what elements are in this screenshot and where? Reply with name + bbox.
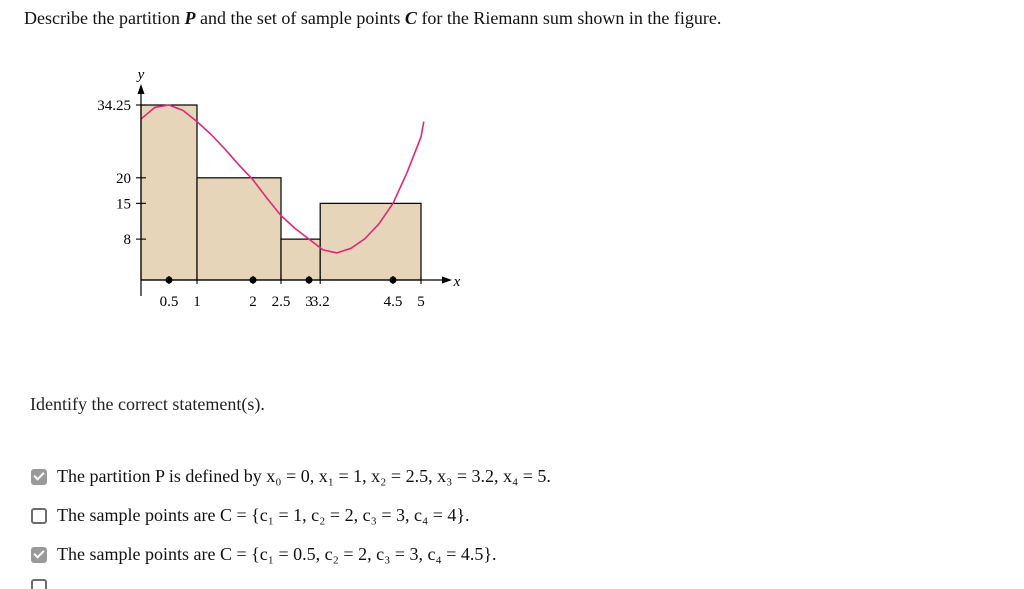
- sample-set-symbol: C: [404, 8, 417, 28]
- prompt-text: Identify the correct statement(s).: [30, 394, 265, 414]
- option-partition[interactable]: [31, 464, 551, 489]
- riemann-sum-chart: [0, 0, 470, 330]
- riemann-rectangle: [141, 105, 197, 280]
- checkbox[interactable]: [31, 508, 47, 524]
- x-axis-arrow: [442, 277, 452, 284]
- option-label: The sample points are C = {c₁ = 0.5, c₂ = 2, c₃ = 3, c₄ = 4.5}.: [57, 544, 497, 564]
- sample-point: [306, 277, 313, 284]
- y-tick-label: 20: [116, 170, 131, 187]
- y-tick-label: 15: [116, 196, 131, 213]
- sample-point: [390, 277, 397, 284]
- x-tick-label: 2: [249, 294, 257, 310]
- option-sample-points-midpoints[interactable]: [31, 542, 551, 567]
- partition-symbol: P: [184, 8, 196, 28]
- sample-point: [166, 277, 173, 284]
- y-tick-label: 8: [123, 232, 131, 249]
- riemann-rectangle: [281, 239, 320, 280]
- x-tick-label: 3.2: [310, 294, 330, 310]
- x-axis-label: x: [453, 274, 461, 290]
- checkbox[interactable]: [31, 547, 47, 563]
- y-axis-arrow: [138, 84, 145, 94]
- checkbox[interactable]: [31, 469, 47, 485]
- option-label: The partition P is defined by x₀ = 0, x₁ = 1, x₂ = 2.5, x₃ = 3.2, x₄ = 5.: [57, 466, 551, 486]
- x-tick-label: 2.5: [271, 294, 291, 310]
- riemann-rectangle: [320, 203, 421, 280]
- x-tick-label: 1: [193, 294, 201, 310]
- x-tick-label: 0.5: [159, 294, 179, 310]
- checkbox-partial[interactable]: [31, 579, 47, 589]
- option-sample-points-integers[interactable]: [31, 503, 551, 528]
- option-label: The sample points are C = {c₁ = 1, c₂ = 2, c₃ = 3, c₄ = 4}.: [57, 505, 470, 525]
- x-tick-label: 3: [305, 294, 313, 310]
- y-axis-label: y: [137, 67, 145, 83]
- sample-point: [250, 277, 257, 284]
- question-part2: and the set of sample points: [199, 8, 401, 28]
- x-tick-label: 4.5: [383, 294, 403, 310]
- question-part1: Describe the partition: [24, 8, 180, 28]
- options-list: [31, 464, 551, 581]
- riemann-rectangle: [197, 178, 281, 280]
- x-tick-label: 5: [417, 294, 425, 310]
- question-part3: for the Riemann sum shown in the figure.: [421, 8, 722, 28]
- y-tick-label: 34.25: [97, 98, 131, 114]
